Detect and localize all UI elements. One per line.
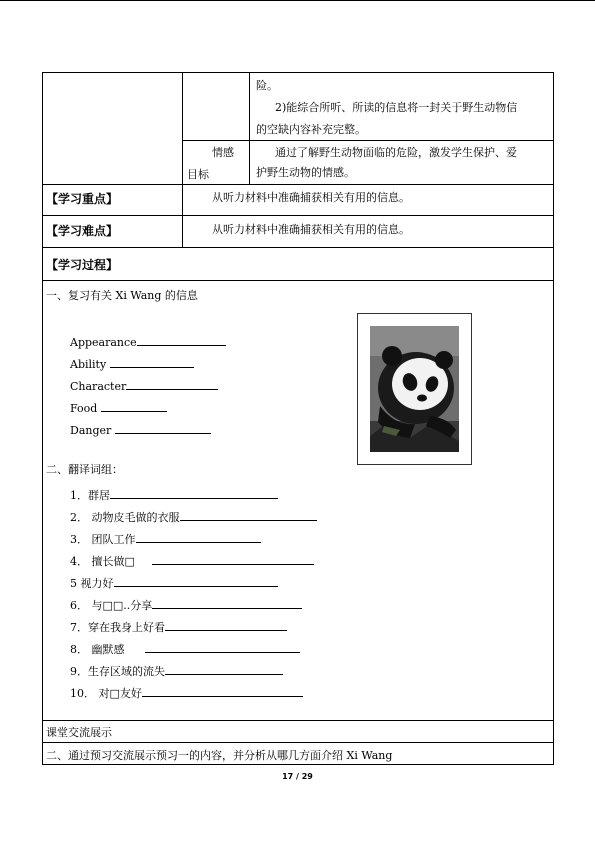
row-divider-process [42,247,554,248]
page-top-border [0,0,595,1]
answer-blank[interactable] [152,597,302,609]
emotion-goal-line2: 护野生动物的情感。 [256,166,355,179]
translate-label: 1．群居 [70,489,110,502]
section3-title: 二、通过预习交流展示预习一的内容，并分析从哪几方面介绍 Xi Wang [46,749,393,762]
translate-label: 9．生存区域的流失 [70,665,165,678]
difficulty-label: 【学习难点】 [46,224,119,238]
key-point-text: 从听力材料中准确捕获相关有用的信息。 [212,191,410,204]
fill-danger[interactable] [70,422,211,438]
translate-label: 8． 幽默感 [70,643,125,656]
fill-label: Character [70,380,127,393]
row-divider-objectives [182,140,554,141]
skill-objective-item-2-line2: 的空缺内容补充完整。 [256,123,366,136]
answer-blank[interactable] [137,334,226,346]
translate-item-10[interactable] [70,685,303,701]
answer-blank[interactable] [110,487,278,499]
answer-blank[interactable] [142,685,303,697]
translate-item-8[interactable] [70,641,300,657]
fill-label: Danger [70,424,112,437]
fill-character[interactable] [70,378,218,394]
col-divider-1 [182,72,183,248]
answer-blank[interactable] [114,575,278,587]
translate-item-6[interactable] [70,597,302,613]
answer-blank[interactable] [165,619,287,631]
difficulty-text: 从听力材料中准确捕获相关有用的信息。 [212,223,410,236]
translate-label: 6． 与□□..分享 [70,599,153,612]
section1-title: 一、复习有关 Xi Wang 的信息 [46,289,198,302]
row-divider-keypoint [42,184,554,185]
emotion-goal-label-2: 目标 [187,168,209,181]
translate-label: 2． 动物皮毛做的衣服 [70,511,180,524]
table-left-border [42,72,43,764]
row-divider-classroom [42,720,554,721]
translate-label: 7．穿在我身上好看 [70,621,165,634]
row-divider-section3 [42,742,554,743]
answer-blank[interactable] [126,378,218,390]
translate-label: 5 视力好 [70,577,114,590]
fill-food[interactable] [70,400,167,416]
skill-objective-continuation: 险。 [256,79,278,92]
fill-ability[interactable] [70,356,194,372]
answer-blank[interactable] [145,641,300,653]
fill-appearance[interactable] [70,334,226,350]
answer-blank[interactable] [110,356,194,368]
panda-photo [370,326,459,452]
translate-item-9[interactable] [70,663,283,679]
emotion-goal-label-1: 情感 [212,146,234,159]
translate-item-2[interactable] [70,509,317,525]
skill-objective-item-2-line1: 2)能综合所听、所读的信息将一封关于野生动物信 [275,101,518,114]
row-divider-difficulty [42,215,554,216]
translate-item-1[interactable] [70,487,278,503]
translate-label: 3． 团队工作 [70,533,136,546]
fill-label: Appearance [70,336,137,349]
row-divider-content [42,280,554,281]
panda-photo-frame [357,313,472,465]
translate-label: 10． 对□友好 [70,687,142,700]
key-point-label: 【学习重点】 [46,192,119,206]
row-top-border [42,72,554,73]
translate-label: 4． 擅长做□ [70,555,135,568]
page-number: 17 / 29 [282,772,313,781]
table-right-border [553,72,554,764]
answer-blank[interactable] [180,509,317,521]
row-bottom-border [42,764,554,765]
translate-item-3[interactable] [70,531,261,547]
process-label: 【学习过程】 [46,258,119,272]
answer-blank[interactable] [136,531,261,543]
translate-item-7[interactable] [70,619,287,635]
translate-item-4[interactable] [70,553,314,569]
answer-blank[interactable] [115,422,211,434]
classroom-label: 课堂交流展示 [46,726,112,739]
translate-item-5[interactable] [70,575,278,591]
fill-label: Ability [70,358,107,371]
emotion-goal-line1: 通过了解野生动物面临的危险，激发学生保护、爱 [275,146,517,159]
answer-blank[interactable] [152,553,314,565]
fill-label: Food [70,402,98,415]
section2-title: 二、翻译词组： [46,463,123,476]
answer-blank[interactable] [165,663,283,675]
answer-blank[interactable] [101,400,167,412]
col-divider-2 [249,72,250,184]
